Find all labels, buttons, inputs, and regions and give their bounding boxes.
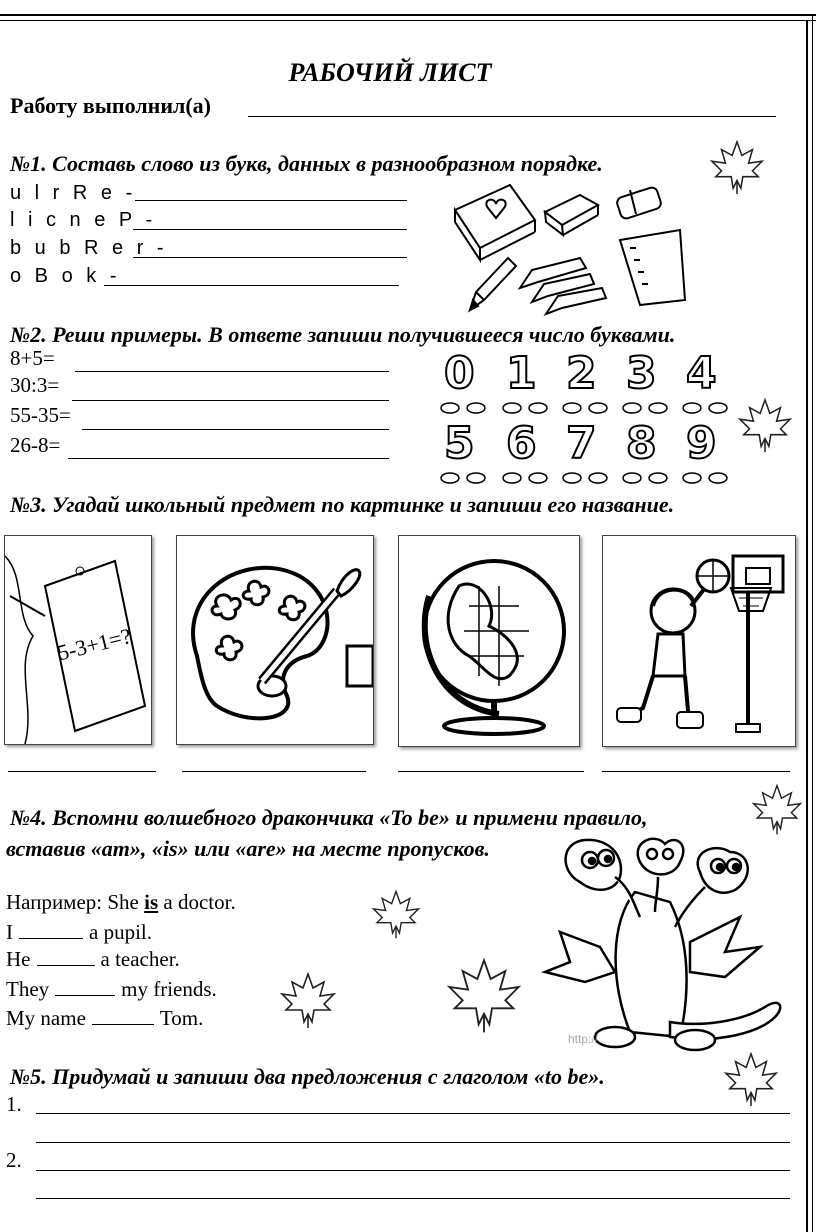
sentence-start: I <box>6 920 13 944</box>
maple-leaf-icon <box>708 138 766 196</box>
task2-item: 55-35= <box>10 403 71 427</box>
task3-picture-blackboard <box>4 535 152 745</box>
cartoon-digit: 0 <box>444 348 475 399</box>
maple-leaf-icon <box>750 782 804 836</box>
task1-answer-line[interactable] <box>133 257 407 258</box>
cartoon-digit: 5 <box>444 418 475 469</box>
blank-input[interactable] <box>19 920 83 939</box>
eraser-icon <box>545 186 662 235</box>
task1-item: o B o k - <box>10 265 121 287</box>
task1-item: u l r R e - <box>10 182 137 204</box>
task1-answer-line[interactable] <box>104 285 399 286</box>
pencil-icon <box>470 258 516 310</box>
blank-input[interactable] <box>92 1006 154 1025</box>
sentence-end: Tom. <box>159 1006 204 1030</box>
digit-feet-row2 <box>430 468 730 488</box>
task3-picture-basketball <box>602 535 796 747</box>
task2-answer-line[interactable] <box>72 400 389 401</box>
cartoon-digit: 1 <box>506 348 537 399</box>
sentence-start: He <box>6 947 31 971</box>
cartoon-digit: 4 <box>686 348 717 399</box>
blank-input[interactable] <box>37 947 95 966</box>
task3-picture-globe <box>398 535 580 747</box>
task4-sentence <box>6 1006 203 1031</box>
page-border-top-inner <box>0 20 816 21</box>
task5-number: 2. <box>6 1148 22 1172</box>
example-bold: is <box>144 890 159 914</box>
task4-example <box>6 890 236 915</box>
task2-item: 26-8= <box>10 433 61 457</box>
task1-heading: №1. Составь слово из букв, данных в разнообразном порядке. <box>10 151 603 176</box>
cartoon-digit: 7 <box>566 418 597 469</box>
task5-answer-line[interactable] <box>36 1113 790 1114</box>
task4-sentence <box>6 920 152 945</box>
task5-heading: №5. Придумай и запиши два предложения с глаголом «to be». <box>10 1064 605 1089</box>
maple-leaf-icon <box>278 970 338 1030</box>
three-headed-dragon-illustration <box>540 832 790 1057</box>
task3-answer-line[interactable] <box>182 771 366 772</box>
task1-item: b u b R e r - <box>10 237 168 259</box>
example-suffix: a doctor. <box>158 890 236 914</box>
task2-answer-line[interactable] <box>68 458 389 459</box>
performer-name-line[interactable] <box>248 116 776 117</box>
task2-item: 30:3= <box>10 373 60 397</box>
sentence-start: They <box>6 977 50 1001</box>
board-text: 5-3+1=? <box>54 623 134 666</box>
school-supplies-illustration <box>440 170 700 320</box>
task4-heading-line2: вставив «am», «is» или «are» на месте пропусков. <box>6 836 490 861</box>
page-border-top <box>0 14 816 16</box>
sentence-end: a teacher. <box>100 947 180 971</box>
maple-leaf-icon <box>370 888 422 940</box>
crayons-icon <box>520 258 606 314</box>
cartoon-digit: 9 <box>686 418 717 469</box>
task5-answer-line[interactable] <box>36 1198 790 1199</box>
sentence-end: my friends. <box>121 977 217 1001</box>
maple-leaf-icon <box>444 955 524 1035</box>
task1-answer-line[interactable] <box>133 229 407 230</box>
task2-heading: №2. Реши примеры. В ответе запиши получившееся число буквами. <box>10 322 676 347</box>
maple-leaf-icon <box>722 1050 780 1108</box>
performer-label: Работу выполнил(а) <box>10 93 212 118</box>
task2-answer-line[interactable] <box>75 371 389 372</box>
task4-heading-line1: №4. Вспомни волшебного дракончика «To be» и примени правило, <box>10 805 648 830</box>
sentence-start: My name <box>6 1006 86 1030</box>
task1-answer-line[interactable] <box>135 200 407 201</box>
task3-answer-line[interactable] <box>398 771 584 772</box>
book-icon <box>455 185 535 260</box>
page-title: РАБОЧИЙ ЛИСТ <box>288 58 492 87</box>
task2-item: 8+5= <box>10 346 55 370</box>
cartoon-digit: 8 <box>626 418 657 469</box>
page-border-right <box>806 20 808 1232</box>
blank-input[interactable] <box>55 977 115 996</box>
cartoon-digit: 2 <box>566 348 597 399</box>
cartoon-digit: 3 <box>626 348 657 399</box>
task5-number: 1. <box>6 1092 22 1116</box>
cartoon-digit: 6 <box>506 418 537 469</box>
task2-answer-line[interactable] <box>82 429 389 430</box>
task1-item: l i c n e P - <box>10 209 157 231</box>
task3-answer-line[interactable] <box>602 771 790 772</box>
task3-heading: №3. Угадай школьный предмет по картинке и запиши его название. <box>10 492 675 517</box>
watermark-text: http:// <box>568 1032 599 1046</box>
task3-picture-palette <box>176 535 374 745</box>
task4-sentence <box>6 977 217 1002</box>
maple-leaf-icon <box>736 396 794 454</box>
page-border-right-outer <box>812 14 813 1232</box>
task5-answer-line[interactable] <box>36 1170 790 1171</box>
task3-answer-line[interactable] <box>8 771 156 772</box>
digit-feet-row1 <box>430 398 730 418</box>
example-prefix: Например: She <box>6 890 145 914</box>
task4-sentence <box>6 947 180 972</box>
sentence-end: a pupil. <box>89 920 152 944</box>
task5-answer-line[interactable] <box>36 1142 790 1143</box>
ruler-icon <box>620 230 685 305</box>
